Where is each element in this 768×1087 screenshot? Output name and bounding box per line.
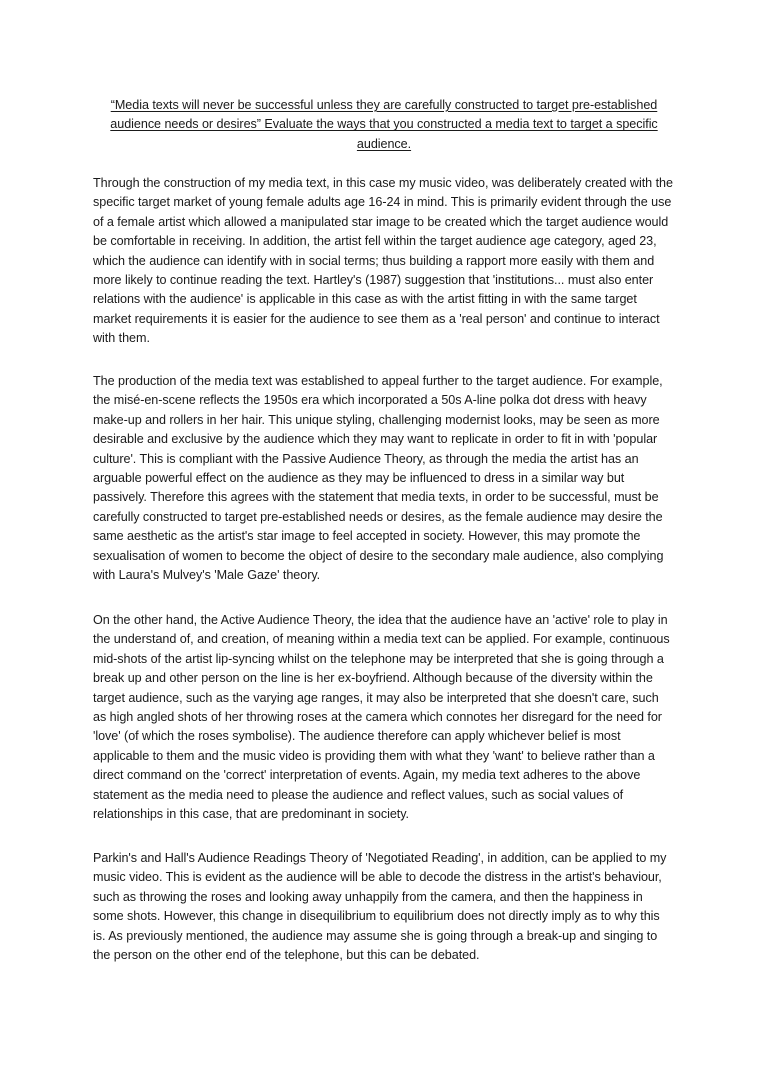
- paragraph-3: On the other hand, the Active Audience Theory, the idea that the audience have an 'active' role to play in the understand of, and creation, of meaning within a media text can be applied. For example, continuous mid-shots of the artist lip-syncing whilst on the telephone may be interpreted that she is going through a break up and other person on the line is her ex-boyfriend. Although because of the diversity within the target audience, such as the varying age ranges, it may also be interpreted that she doesn't care, such as high angled shots of her throwing roses at the camera which connotes her disregard for the need for 'love' (of which the roses symbolise). The audience therefore can apply whichever belief is most applicable to them and the music video is providing them with what they 'want' to believe rather than a direct command on the 'correct' interpretation of events. Again, my media text adheres to the above statement as the media need to please the audience and reflect values, such as social values of relationships in this case, that are predominant in society.: [93, 613, 670, 822]
- essay-question-heading: [93, 96, 675, 154]
- paragraph-2: The production of the media text was established to appeal further to the target audience. For example, the misé-en-scene reflects the 1950s era which incorporated a 50s A-line polka dot dress with heavy make-up and rollers in her hair. This unique styling, challenging modernist looks, may be seen as more desirable and exclusive by the audience which they may want to replicate in order to fit in with 'popular culture'. This is compliant with the Passive Audience Theory, as through the media the artist has an arguable powerful effect on the audience as they may be influenced to dress in a similar way but passively. Therefore this agrees with the statement that media texts, in order to be successful, must be carefully constructed to target pre-established needs or desires, as the female audience may desire the same aesthetic as the artist's star image to feel accepted in society. However, this may promote the sexualisation of women to become the object of desire to the secondary male audience, also complying with Laura's Mulvey's 'Male Gaze' theory.: [93, 374, 664, 583]
- paragraph-1: Through the construction of my media text, in this case my music video, was deliberately created with the specific target market of young female adults age 16-24 in mind. This is primarily evident through the use of a female artist which allowed a manipulated star image to be created which the target audience would be comfortable in receiving. In addition, the artist fell within the target audience age category, aged 23, which the audience can identify with in social terms; thus building a rapport more easily with them and more likely to continue reading the text. Hartley's (1987) suggestion that 'institutions... must also enter relations with the audience' is applicable in this case as with the artist fitting in with the same target market requirements it is easier for the audience to see them as a 'real person' and continue to interact with them.: [93, 176, 673, 346]
- paragraph-4: Parkin's and Hall's Audience Readings Theory of 'Negotiated Reading', in addition, can be applied to my music video. This is evident as the audience will be able to decode the distress in the artist's behaviour, such as throwing the roses and looking away unhappily from the camera, and then the happiness in some shots. However, this change in disequilibrium to equilibrium does not directly imply as to why this is. As previously mentioned, the audience may assume she is going through a break-up and singing to the person on the other end of the telephone, but this can be debated.: [93, 851, 667, 963]
- essay-question-text: “Media texts will never be successful unless they are carefully constructed to target pre-established audience needs or desires” Evaluate the ways that you constructed a media text to target a specific audience.: [110, 98, 658, 151]
